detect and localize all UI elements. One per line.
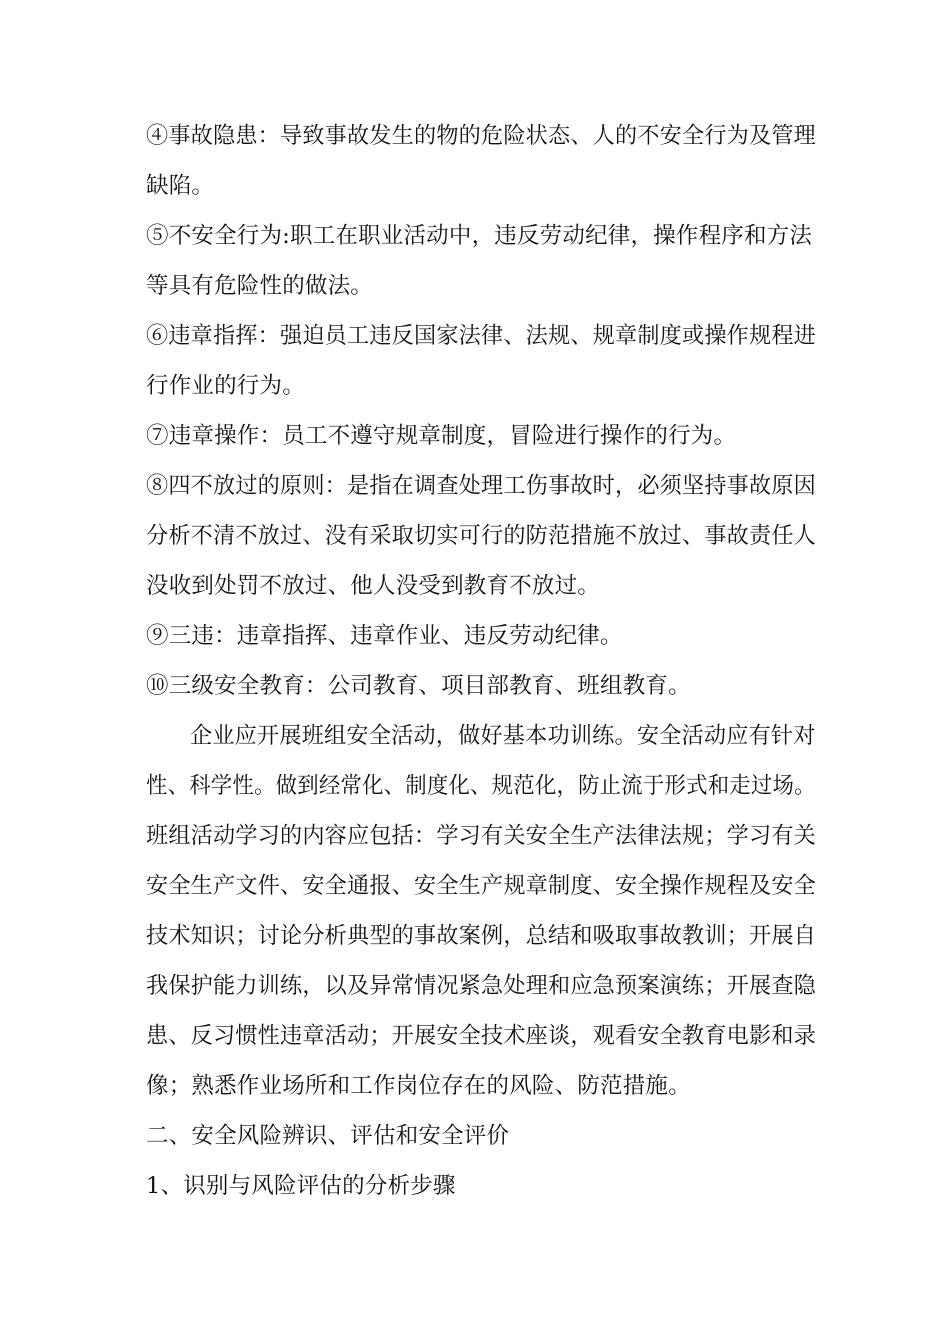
text-line: 班组活动学习的内容应包括：学习有关安全生产法律法规；学习有关 [146, 823, 817, 849]
text-line: 缺陷。 [146, 173, 215, 199]
text-line: 分析不清不放过、没有采取切实可行的防范措施不放过、事故责任人 [146, 523, 817, 549]
text-line: ⑧四不放过的原则：是指在调查处理工伤事故时，必须坚持事故原因 [146, 473, 817, 499]
text-line: ⑨三违：违章指挥、违章作业、违反劳动纪律。 [146, 623, 623, 649]
text-line: 安全生产文件、安全通报、安全生产规章制度、安全操作规程及安全 [146, 873, 817, 899]
text-line: ④事故隐患：导致事故发生的物的危险状态、人的不安全行为及管理 [146, 123, 817, 149]
text-line: ⑤不安全行为:职工在职业活动中，违反劳动纪律，操作程序和方法 [146, 223, 813, 249]
text-line: ⑩三级安全教育：公司教育、项目部教育、班组教育。 [146, 673, 691, 699]
text-line: 我保护能力训练，以及异常情况紧急处理和应急预案演练；开展查隐 [146, 973, 817, 999]
text-line: ⑦违章操作：员工不遵守规章制度，冒险进行操作的行为。 [146, 423, 737, 449]
text-line: 没收到处罚不放过、他人没受到教育不放过。 [146, 573, 601, 599]
text-line: 患、反习惯性违章活动；开展安全技术座谈，观看安全教育电影和录 [146, 1023, 817, 1049]
text-line: 性、科学性。做到经常化、制度化、规范化，防止流于形式和走过场。 [146, 773, 816, 799]
text-line: 行作业的行为。 [146, 373, 305, 399]
text-line: 像；熟悉作业场所和工作岗位存在的风险、防范措施。 [146, 1073, 691, 1099]
text-line: ⑥违章指挥：强迫员工违反国家法律、法规、规章制度或操作规程进 [146, 323, 817, 349]
subsection-heading: 1、识别与风险评估的分析步骤 [146, 1173, 456, 1199]
text-line: 技术知识；讨论分析典型的事故案例，总结和吸取事故教训；开展自 [146, 923, 817, 949]
paragraph-first-line: 企业应开展班组安全活动，做好基本功训练。安全活动应有针对 [190, 723, 816, 749]
text-line: 等具有危险性的做法。 [146, 273, 374, 299]
section-heading: 二、安全风险辨识、评估和安全评价 [146, 1123, 510, 1149]
